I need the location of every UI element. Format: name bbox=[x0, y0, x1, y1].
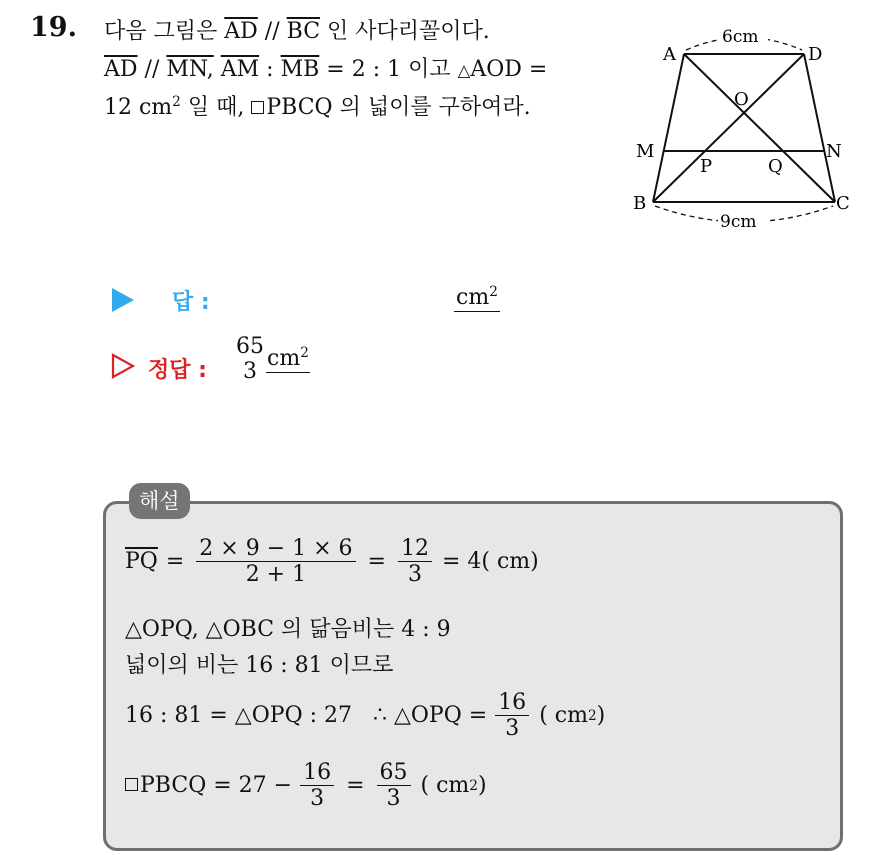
unit-open: ( cm bbox=[420, 773, 470, 799]
text: 일 때, bbox=[187, 95, 245, 120]
label-p: P bbox=[700, 156, 713, 177]
segment-pq: $\overline{PQ}$ bbox=[125, 549, 158, 575]
edge-ab bbox=[653, 54, 684, 202]
segment-ad: $\overline{AD}$ bbox=[104, 57, 138, 82]
text: 인 사다리꼴이다. bbox=[327, 19, 490, 44]
numerator: 2 × 9 − 1 × 6 bbox=[196, 536, 355, 562]
answer-unit bbox=[454, 285, 500, 312]
fraction bbox=[377, 760, 411, 812]
edge-dc bbox=[804, 54, 835, 202]
fraction bbox=[495, 690, 529, 742]
unit-close: ) bbox=[596, 703, 606, 729]
quadrilateral-icon bbox=[251, 101, 264, 114]
label-o: O bbox=[734, 89, 749, 110]
numerator: 65 bbox=[377, 760, 411, 786]
exponent: 2 bbox=[489, 283, 498, 300]
parallel-symbol: // bbox=[144, 57, 160, 82]
denominator: 3 bbox=[310, 786, 325, 812]
label-m: M bbox=[636, 141, 655, 162]
text: PBCQ = 27 − bbox=[140, 773, 293, 799]
unit-text: cm bbox=[456, 285, 490, 310]
denominator: 3 bbox=[505, 716, 520, 742]
result: = 4( cm) bbox=[441, 549, 539, 575]
equals: = bbox=[346, 773, 365, 799]
correct-answer-value bbox=[236, 334, 310, 385]
fraction bbox=[196, 536, 355, 588]
label-n: N bbox=[826, 141, 842, 162]
label-b: B bbox=[633, 193, 647, 214]
solution-line-2: △OPQ, △OBC 의 닮음비는 4 : 9 bbox=[125, 617, 451, 642]
denominator: 3 bbox=[243, 359, 257, 385]
numerator: 65 bbox=[236, 334, 264, 359]
answer-play-icon bbox=[112, 288, 134, 312]
label-q: Q bbox=[768, 156, 783, 177]
trapezoid-figure bbox=[628, 20, 858, 239]
denominator: 3 bbox=[386, 786, 401, 812]
parallel-symbol: // bbox=[264, 19, 280, 44]
equals: = bbox=[367, 549, 386, 575]
quad-pbcq: PBCQ bbox=[266, 95, 333, 120]
exponent: 2 bbox=[172, 93, 181, 110]
label-top-length: 6cm bbox=[722, 27, 759, 47]
numerator: 16 bbox=[300, 760, 334, 786]
segment-bc: $\overline{BC}$ bbox=[286, 19, 321, 44]
exponent: 2 bbox=[300, 344, 309, 361]
colon: : bbox=[266, 57, 274, 82]
segment-am: $\overline{AM}$ bbox=[220, 57, 260, 82]
fraction bbox=[300, 760, 334, 812]
area-value: 12 cm bbox=[104, 95, 173, 120]
equals: = bbox=[165, 549, 185, 575]
ratio-text: = 2 : 1 이고 bbox=[326, 57, 451, 82]
diagonal-ac bbox=[684, 54, 835, 202]
text: 의 넓이를 구하여라. bbox=[339, 95, 531, 120]
text: 다음 그림은 bbox=[104, 19, 218, 44]
question-line-3 bbox=[104, 90, 531, 121]
label-c: C bbox=[836, 193, 850, 214]
label-a: A bbox=[663, 44, 676, 65]
question-number: 19. bbox=[30, 12, 77, 43]
segment-mb: $\overline{MB}$ bbox=[280, 57, 320, 82]
correct-unit bbox=[266, 346, 310, 373]
triangle-icon: △ bbox=[457, 61, 471, 80]
solution-line-4: 16 : 81 = △OPQ : 27 ∴ △OPQ = $\frac{16}{3}$ ( cm 2 ) bbox=[125, 690, 606, 742]
answer-label: 답 : bbox=[172, 290, 210, 315]
solution-line-3: 넓이의 비는 16 : 81 이므로 bbox=[125, 653, 394, 678]
quadrilateral-icon bbox=[125, 778, 138, 791]
denominator: 2 + 1 bbox=[245, 562, 307, 588]
segment-ad: $\overline{AD}$ bbox=[224, 19, 258, 44]
numerator: 16 bbox=[495, 690, 529, 716]
unit-text: cm bbox=[267, 345, 301, 371]
numerator: 12 bbox=[398, 536, 432, 562]
solution-line-1 bbox=[125, 536, 539, 588]
solution-tag: 해설 bbox=[129, 483, 190, 519]
diagonal-db bbox=[653, 54, 804, 202]
correct-play-outline-icon bbox=[111, 353, 135, 383]
correct-label: 정답 : bbox=[148, 358, 207, 383]
question-line-1 bbox=[104, 14, 490, 45]
triangle-aod: AOD = bbox=[470, 57, 548, 82]
unit-open: ( cm bbox=[539, 703, 588, 729]
label-bottom-length: 9cm bbox=[720, 212, 757, 232]
question-line-2 bbox=[104, 52, 547, 83]
text: 16 : 81 = △OPQ : 27 ∴ △OPQ = bbox=[125, 703, 488, 729]
solution-line-5: PBCQ = 27 − $\frac{16}{3}$ = $\frac{65}{3}$ ( cm 2 ) bbox=[125, 760, 487, 812]
unit-close: ) bbox=[477, 773, 487, 799]
fraction bbox=[398, 536, 432, 588]
fraction bbox=[236, 334, 264, 385]
denominator: 3 bbox=[407, 562, 422, 588]
label-d: D bbox=[808, 44, 823, 65]
segment-mn: MN, bbox=[166, 57, 214, 82]
